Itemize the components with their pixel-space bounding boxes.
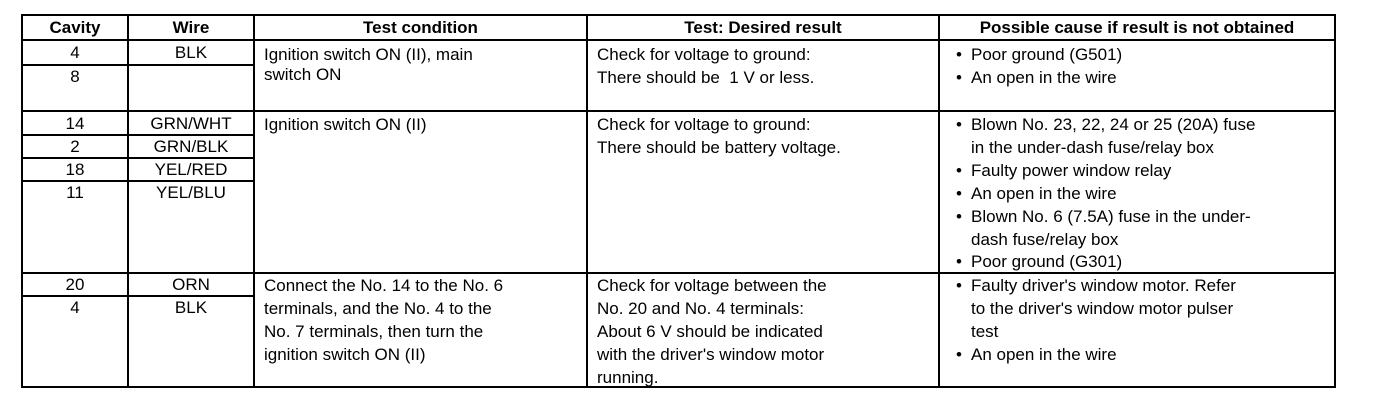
bullet-icon: • <box>956 276 962 295</box>
header-test-condition: Test condition <box>363 18 478 37</box>
cavity-cell: 18 <box>65 160 85 179</box>
cavity-cell: 14 <box>65 114 85 133</box>
test-condition-line: No. 7 terminals, then turn the <box>264 322 484 341</box>
desired-result-line: Check for voltage to ground: <box>597 45 811 64</box>
possible-cause-text: Faulty power window relay <box>971 161 1172 180</box>
bullet-icon: • <box>956 252 962 271</box>
desired-result-line: There should be 1 V or less. <box>597 68 815 87</box>
column-divider <box>586 16 588 386</box>
possible-cause-continuation: to the driver's window motor pulser <box>971 299 1234 318</box>
possible-cause-text: Poor ground (G301) <box>971 252 1123 271</box>
test-condition-line: Ignition switch ON (II) <box>264 115 427 134</box>
possible-cause-text: An open in the wire <box>971 345 1117 364</box>
cavity-cell: 20 <box>65 275 85 294</box>
desired-result-line: No. 20 and No. 4 terminals: <box>597 299 804 318</box>
column-divider <box>938 16 940 386</box>
bullet-icon: • <box>956 115 962 134</box>
cavity-cell: 4 <box>70 43 80 62</box>
bullet-icon: • <box>956 68 962 87</box>
header-cavity: Cavity <box>49 18 101 37</box>
bullet-icon: • <box>956 207 962 226</box>
column-divider <box>253 16 255 386</box>
header-desired-result: Test: Desired result <box>684 18 842 37</box>
wire-cell: YEL/RED <box>154 160 228 179</box>
wire-cell: ORN <box>172 275 210 294</box>
bullet-icon: • <box>956 161 962 180</box>
test-condition-line: ignition switch ON (II) <box>264 345 426 364</box>
wire-cell: YEL/BLU <box>156 183 226 202</box>
cavity-cell: 8 <box>70 67 80 86</box>
test-condition-line: switch ON <box>264 65 342 84</box>
possible-cause-text: Blown No. 23, 22, 24 or 25 (20A) fuse <box>971 115 1256 134</box>
desired-result-line: There should be battery voltage. <box>597 138 841 157</box>
desired-result-line: running. <box>597 368 659 387</box>
diagnostic-table <box>21 14 1336 388</box>
possible-cause-text: Faulty driver's window motor. Refer <box>971 276 1236 295</box>
bullet-icon: • <box>956 45 962 64</box>
possible-cause-continuation: in the under-dash fuse/relay box <box>971 138 1214 157</box>
possible-cause-text: Poor ground (G501) <box>971 45 1123 64</box>
wire-cell: GRN/WHT <box>150 114 232 133</box>
test-condition-line: Ignition switch ON (II), main <box>264 45 473 64</box>
possible-cause-text: Blown No. 6 (7.5A) fuse in the under- <box>971 207 1251 226</box>
test-condition-line: Connect the No. 14 to the No. 6 <box>264 276 504 295</box>
wire-cell: GRN/BLK <box>153 137 229 156</box>
desired-result-line: Check for voltage to ground: <box>597 115 811 134</box>
desired-result-line: with the driver's window motor <box>597 345 825 364</box>
header-possible-cause: Possible cause if result is not obtained <box>979 18 1295 37</box>
cavity-cell: 2 <box>70 137 80 156</box>
wire-cell: BLK <box>174 298 208 317</box>
possible-cause-continuation: dash fuse/relay box <box>971 230 1119 249</box>
header-wire: Wire <box>172 18 210 37</box>
possible-cause-continuation: test <box>971 322 999 341</box>
wire-cell: BLK <box>174 43 208 62</box>
possible-cause-text: An open in the wire <box>971 68 1117 87</box>
test-condition-line: terminals, and the No. 4 to the <box>264 299 492 318</box>
cavity-cell: 4 <box>70 298 80 317</box>
possible-cause-text: An open in the wire <box>971 184 1117 203</box>
desired-result-line: Check for voltage between the <box>597 276 827 295</box>
desired-result-line: About 6 V should be indicated <box>597 322 823 341</box>
cavity-cell: 11 <box>66 183 84 202</box>
bullet-icon: • <box>956 345 962 364</box>
bullet-icon: • <box>956 184 962 203</box>
